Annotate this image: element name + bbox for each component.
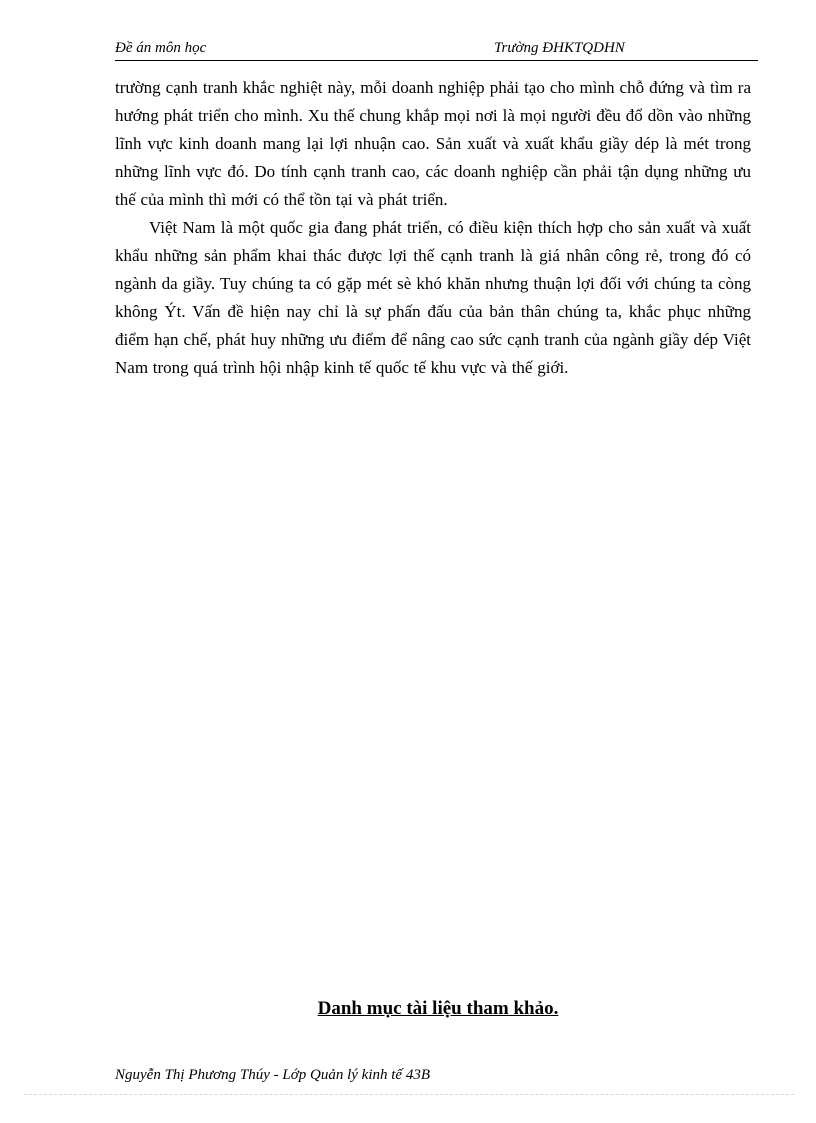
page-header: [115, 38, 758, 61]
body-paragraph-1: trường cạnh tranh khắc nghiệt này, mỗi doanh nghiệp phải tạo cho mình chỗ đứng và tìm ra hướng phát triển cho mình. Xu thế chung khắp mọi nơi là mọi người đều đổ dồn vào những lĩnh vực kinh doanh mang lại lợi nhuận cao. Sản xuất và xuất khẩu giầy dép là mét trong những lĩnh vực đó. Do tính cạnh tranh cao, các doanh nghiệp cần phải tận dụng những ưu thế của mình thì mới có thể tồn tại và phát triển.: [115, 78, 751, 209]
body-paragraph-2: Việt Nam là một quốc gia đang phát triển, có điều kiện thích hợp cho sản xuất và xuất khẩu những sản phẩm khai thác được lợi thế cạnh tranh là giá nhân công rẻ, trong đó có ngành da giầy. Tuy chúng ta có gặp mét sè khó khăn nhưng thuận lợi đối với chúng ta còng không Ýt. Vấn đề hiện nay chỉ là sự phấn đấu của bản thân chúng ta, khắc phục những điểm hạn chế, phát huy những ưu điểm để nâng cao sức cạnh tranh của ngành giầy dép Việt Nam trong quá trình hội nhập kinh tế quốc tế khu vực và thế giới.: [115, 218, 751, 377]
header-course-label: Đề án môn học: [115, 40, 207, 56]
document-body: [115, 74, 751, 382]
header-school-label: Trường ĐHKTQDHN: [494, 40, 625, 56]
page-edge-divider: [24, 1094, 794, 1095]
references-heading: Danh mục tài liệu tham khảo.: [317, 998, 559, 1019]
page-footer: Nguyễn Thị Phương Thúy - Lớp Quản lý kinh tế 43B: [115, 1067, 430, 1083]
